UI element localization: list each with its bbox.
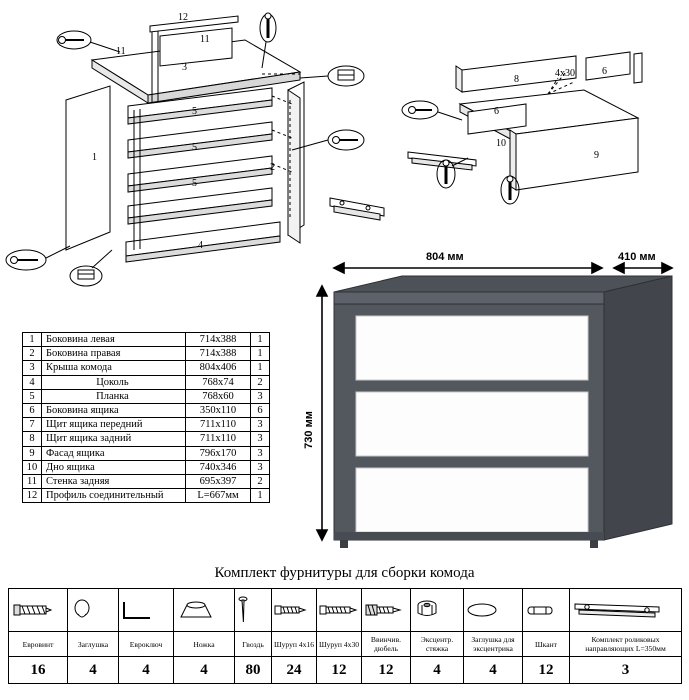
screw-4x30-icon <box>317 589 362 632</box>
fitting-label: Эксцентр. стяжка <box>411 632 464 657</box>
part-size: 711х110 <box>186 418 251 432</box>
svg-text:2: 2 <box>270 162 275 173</box>
part-name: Щит ящика передний <box>42 418 186 432</box>
fitting-count: 12 <box>523 657 570 684</box>
table-row <box>23 418 270 432</box>
part-size: 796х170 <box>186 446 251 460</box>
table-row <box>23 403 270 417</box>
part-number: 10 <box>23 460 42 474</box>
table-row <box>23 361 270 375</box>
fitting-count: 16 <box>9 657 68 684</box>
svg-text:4: 4 <box>198 240 203 251</box>
fitting-label: Ножка <box>174 632 235 657</box>
fitting-count: 4 <box>68 657 119 684</box>
table-row <box>23 375 270 389</box>
svg-text:8: 8 <box>514 74 519 85</box>
fittings-title: Комплект фурнитуры для сборки комода <box>214 565 475 581</box>
dowel-screw-icon <box>362 589 411 632</box>
svg-text:9: 9 <box>594 150 599 161</box>
fitting-label: Ввинчив. дюбель <box>362 632 411 657</box>
table-row <box>23 347 270 361</box>
part-name: Боковина ящика <box>42 403 186 417</box>
fittings-label-row <box>9 632 682 657</box>
fitting-count: 4 <box>464 657 523 684</box>
euro-screw-icon <box>9 589 68 632</box>
part-name: Цоколь <box>42 375 186 389</box>
fitting-count: 4 <box>411 657 464 684</box>
part-qty: 2 <box>251 375 270 389</box>
table-row <box>23 389 270 403</box>
fitting-label: Заглушка <box>68 632 119 657</box>
cam-lock-icon <box>411 589 464 632</box>
cam-cover-icon <box>464 589 523 632</box>
part-name: Профиль соединительный <box>42 489 186 503</box>
table-row <box>23 489 270 503</box>
part-size: L=667мм <box>186 489 251 503</box>
part-size: 740х346 <box>186 460 251 474</box>
part-size: 350х110 <box>186 403 251 417</box>
fitting-label: Заглушка для эксцентрика <box>464 632 523 657</box>
fittings-count-row <box>9 657 682 684</box>
part-size: 714х388 <box>186 347 251 361</box>
svg-text:5: 5 <box>192 142 197 153</box>
part-size: 768х60 <box>186 389 251 403</box>
fitting-count: 3 <box>570 657 682 684</box>
parts-list-table <box>22 332 270 503</box>
svg-text:10: 10 <box>496 138 506 149</box>
part-qty: 3 <box>251 432 270 446</box>
part-size: 768х74 <box>186 375 251 389</box>
part-qty: 3 <box>251 418 270 432</box>
fitting-count: 4 <box>174 657 235 684</box>
part-qty: 3 <box>251 389 270 403</box>
foot-icon <box>174 589 235 632</box>
part-name: Крыша комода <box>42 361 186 375</box>
svg-text:6: 6 <box>602 66 607 77</box>
fittings-table <box>8 588 682 684</box>
part-name: Боковина правая <box>42 347 186 361</box>
fitting-count: 4 <box>119 657 174 684</box>
fitting-label: Шкант <box>523 632 570 657</box>
svg-text:12: 12 <box>178 12 188 23</box>
wooden-dowel-icon <box>523 589 570 632</box>
fitting-label: Комплект роликовых направляющих L=350мм <box>570 632 682 657</box>
part-number: 11 <box>23 474 42 488</box>
part-name: Щит ящика задний <box>42 432 186 446</box>
drawer-assembly-diagram <box>398 34 688 224</box>
part-name: Планка <box>42 389 186 403</box>
fitting-count: 80 <box>235 657 272 684</box>
table-row <box>23 432 270 446</box>
part-number: 4 <box>23 375 42 389</box>
fitting-count: 12 <box>317 657 362 684</box>
svg-text:11: 11 <box>200 34 210 45</box>
part-number: 12 <box>23 489 42 503</box>
part-number: 9 <box>23 446 42 460</box>
part-number: 8 <box>23 432 42 446</box>
part-qty: 3 <box>251 460 270 474</box>
part-qty: 1 <box>251 361 270 375</box>
part-name: Боковина левая <box>42 333 186 347</box>
table-row <box>23 446 270 460</box>
part-number: 6 <box>23 403 42 417</box>
fittings-icon-row <box>9 589 682 632</box>
part-name: Дно ящика <box>42 460 186 474</box>
parts-list-body <box>23 333 270 503</box>
part-qty: 1 <box>251 489 270 503</box>
part-qty: 1 <box>251 347 270 361</box>
part-qty: 3 <box>251 446 270 460</box>
cap-plug-icon <box>68 589 119 632</box>
drawer-slide-icon <box>570 589 682 632</box>
svg-text:6: 6 <box>494 106 499 117</box>
part-qty: 6 <box>251 403 270 417</box>
fitting-label: Евроключ <box>119 632 174 657</box>
svg-text:5: 5 <box>192 106 197 117</box>
fitting-count: 12 <box>362 657 411 684</box>
part-size: 711х110 <box>186 432 251 446</box>
fitting-label: Шуруп 4х16 <box>272 632 317 657</box>
table-row <box>23 333 270 347</box>
allen-key-icon <box>119 589 174 632</box>
part-number: 1 <box>23 333 42 347</box>
part-qty: 2 <box>251 474 270 488</box>
height-dimension-label: 730 мм <box>303 411 315 449</box>
table-row <box>23 460 270 474</box>
part-size: 714х388 <box>186 333 251 347</box>
fitting-label: Шуруп 4х30 <box>317 632 362 657</box>
part-qty: 1 <box>251 333 270 347</box>
width-dimension-label: 804 мм <box>426 251 464 263</box>
cabinet-dimension-drawing <box>300 240 680 560</box>
svg-text:1: 1 <box>92 152 97 163</box>
part-number: 3 <box>23 361 42 375</box>
svg-text:4x30: 4x30 <box>555 68 575 79</box>
part-number: 7 <box>23 418 42 432</box>
svg-text:3: 3 <box>182 62 187 73</box>
part-size: 804х406 <box>186 361 251 375</box>
fitting-label: Евровинт <box>9 632 68 657</box>
fitting-label: Гвоздь <box>235 632 272 657</box>
fitting-count: 24 <box>272 657 317 684</box>
part-number: 5 <box>23 389 42 403</box>
part-size: 695х397 <box>186 474 251 488</box>
part-number: 2 <box>23 347 42 361</box>
table-row <box>23 474 270 488</box>
svg-text:5: 5 <box>192 178 197 189</box>
svg-text:11: 11 <box>116 46 126 57</box>
screw-4x16-icon <box>272 589 317 632</box>
nail-icon <box>235 589 272 632</box>
part-name: Стенка задняя <box>42 474 186 488</box>
depth-dimension-label: 410 мм <box>618 251 656 263</box>
part-name: Фасад ящика <box>42 446 186 460</box>
